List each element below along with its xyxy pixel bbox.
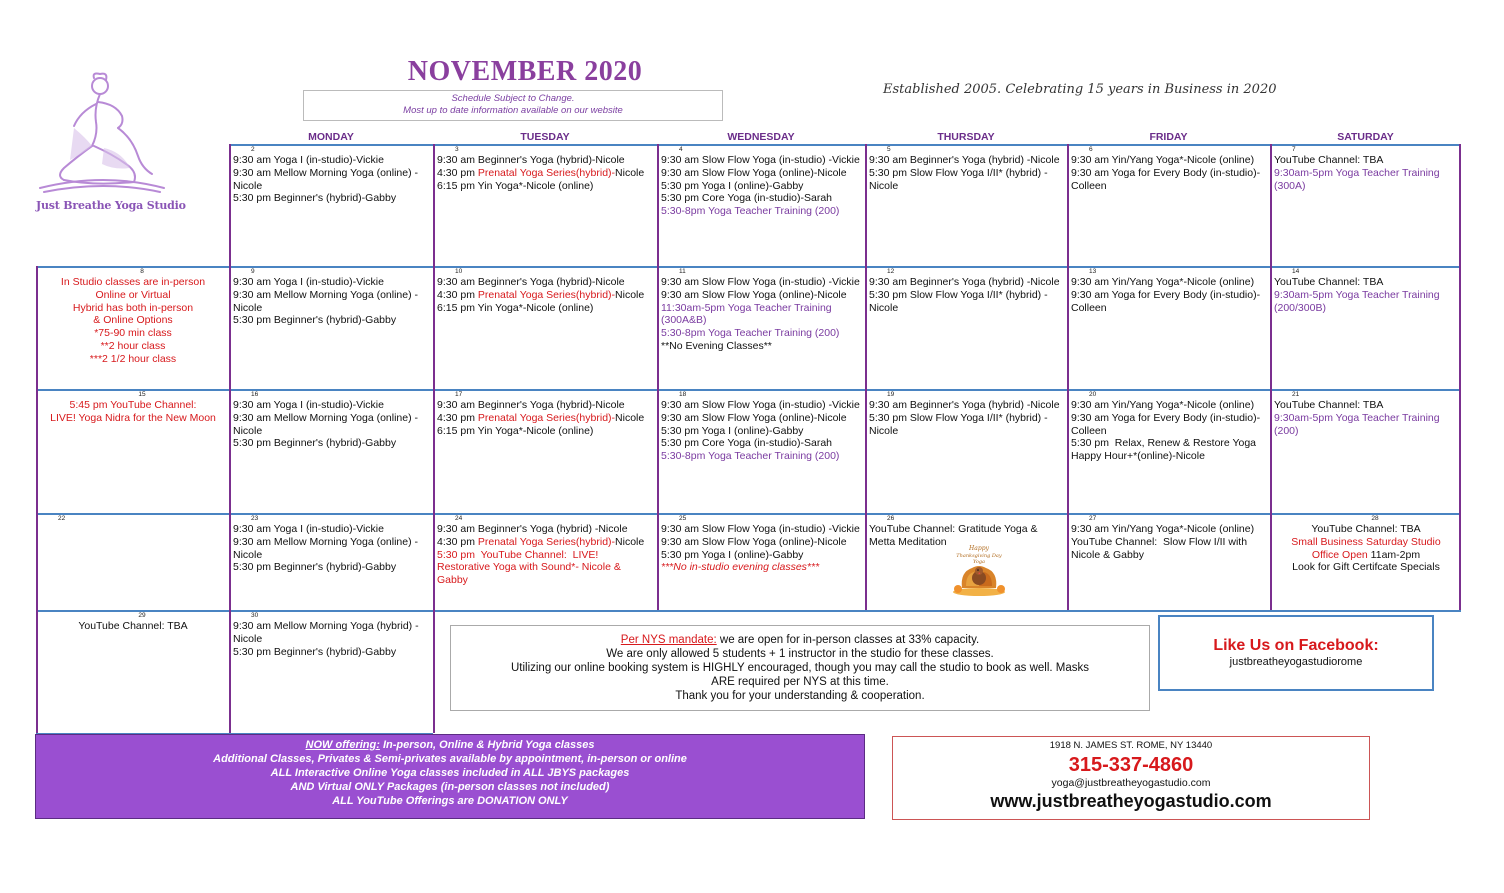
class-entry [233, 314, 430, 327]
thanksgiving-card-line1: Happy [969, 545, 989, 552]
day-header-saturday: SATURDAY [1337, 131, 1394, 143]
class-entry-text: Office Open [1311, 548, 1371, 561]
grid-line [657, 144, 659, 610]
day-number: 11 [679, 268, 686, 275]
class-entry [233, 523, 430, 536]
calendar-cell-saturday [1272, 268, 1460, 388]
class-entry-text: 5:30 pm Slow Flow Yoga I/II* (hybrid) -Nicole [869, 288, 1048, 314]
class-entry [1274, 154, 1458, 167]
class-entry-text: In Studio classes are in-person [60, 276, 206, 288]
class-entry-text: 9:30 am Slow Flow Yoga (in-studio) -Vickie [661, 154, 860, 166]
mandate-line1: we are open for in-person classes at 33% capacity. [716, 634, 980, 646]
grid-line [433, 610, 435, 733]
day-number: 16 [251, 391, 259, 398]
class-entry-text: 11am-2pm [1370, 548, 1421, 561]
grid-line [36, 266, 38, 733]
calendar-cell-wednesday [659, 146, 864, 265]
class-entry-text: Look for Gift Certifcate Specials [1292, 561, 1440, 574]
class-entry-text: 4:30 pm [437, 288, 478, 301]
class-entry-text: 9:30 am Mellow Morning Yoga (online) -Nicole [233, 166, 419, 192]
class-entry [661, 276, 862, 289]
calendar-cell-saturday [1272, 146, 1460, 265]
grid-line [1459, 144, 1461, 610]
calendar-cell-saturday [1272, 391, 1460, 512]
class-entry [437, 399, 654, 412]
class-entry-text: 5:30 pm Yoga I (online)-Gabby [661, 548, 804, 561]
class-entry-text: YouTube Channel: Slow Flow I/II with Nicole & Gabby [1071, 535, 1250, 561]
class-entry [1274, 523, 1458, 536]
day-number: 14 [1292, 268, 1300, 275]
day-number [40, 147, 226, 154]
grid-line [229, 610, 231, 733]
contact-website[interactable]: www.justbreatheyogastudio.com [990, 791, 1272, 811]
class-entry [661, 180, 862, 193]
class-entry-text: 5:30 pm Slow Flow Yoga I/II* (hybrid) -Nicole [869, 166, 1048, 192]
day-number: 25 [679, 515, 687, 522]
class-entry-text: Online or Virtual [95, 288, 171, 301]
grid-line [433, 144, 435, 610]
class-entry-text: 9:30 am Mellow Morning Yoga (online) -Nicole [233, 288, 419, 314]
class-entry [869, 289, 1064, 315]
class-entry [437, 180, 654, 193]
grid-line [36, 513, 1461, 515]
day-number: 28 [1371, 515, 1379, 522]
class-entry [233, 192, 430, 205]
class-entry [1274, 399, 1458, 412]
day-number: 17 [455, 391, 463, 398]
calendar-cell-wednesday [659, 268, 864, 388]
class-entry-text: ***No in-studio evening classes*** [661, 561, 820, 574]
class-entry-text: Hybrid has both in-person [72, 301, 194, 314]
day-number: 15 [138, 391, 146, 398]
class-entry [233, 276, 430, 289]
schedule-notice-line1: Schedule Subject to Change. [451, 93, 575, 104]
calendar-cell-wednesday [659, 515, 864, 609]
contact-address: 1918 N. JAMES ST. ROME, NY 13440 [1049, 740, 1213, 751]
thanksgiving-card-line3: Yoga [972, 559, 986, 565]
day-header-monday: MONDAY [308, 131, 354, 143]
class-entry [437, 549, 654, 587]
thanksgiving-card-line2: Thanksgiving Day [956, 553, 1002, 559]
day-number: 6 [1089, 146, 1093, 153]
contact-box [892, 736, 1370, 820]
class-entry [869, 154, 1064, 167]
class-entry-text: YouTube Channel: TBA [1274, 154, 1384, 166]
nys-mandate-notice [450, 625, 1150, 711]
day-number: 30 [251, 612, 259, 619]
class-entry-text: YouTube Channel: Gratitude Yoga & Metta Meditation [869, 523, 1041, 548]
class-entry [661, 437, 862, 450]
calendar-cell-tuesday [435, 268, 656, 388]
class-entry-text: 9:30 am Slow Flow Yoga (in-studio) -Vickie [661, 276, 860, 288]
class-entry-text: 9:30 am Mellow Morning Yoga (hybrid) -Nicole [233, 620, 419, 645]
class-entry-text: 9:30 am Slow Flow Yoga (online)-Nicole [661, 166, 847, 179]
calendar-cell-sunday-notes [38, 391, 228, 512]
calendar-cell-sunday-notes [38, 515, 228, 609]
class-entry [40, 620, 226, 633]
class-entry [233, 620, 430, 646]
class-entry-text: 4:30 pm [437, 166, 478, 179]
class-entry [1071, 276, 1267, 289]
class-entry-text: 9:30 am Slow Flow Yoga (online)-Nicole [661, 411, 847, 424]
class-entry [437, 276, 654, 289]
class-entry [1071, 412, 1267, 438]
class-entry [1274, 289, 1458, 315]
class-entry [1274, 549, 1458, 562]
class-entry-text: Nicole [615, 288, 645, 301]
class-entry-text: 9:30 am Yoga I (in-studio)-Vickie [233, 154, 384, 166]
day-number: 8 [140, 268, 144, 275]
class-entry [437, 523, 654, 536]
mandate-lead: Per NYS mandate: [620, 634, 717, 646]
class-entry [437, 289, 654, 302]
class-entry [1274, 167, 1458, 193]
day-number: 2 [251, 146, 255, 153]
class-entry [661, 302, 862, 328]
class-entry [1071, 289, 1267, 315]
class-entry-text: 9:30 am Beginner's Yoga (hybrid) -Nicole [869, 276, 1060, 288]
class-entry-text: **2 hour class [100, 339, 166, 352]
class-entry-text: 5:30 pm Beginner's (hybrid)-Gabby [233, 314, 397, 327]
grid-line [229, 144, 1461, 146]
day-header-friday: FRIDAY [1149, 131, 1188, 143]
class-entry [233, 437, 430, 450]
class-entry [40, 340, 226, 353]
calendar-cell-sunday-notes [38, 612, 228, 732]
offer-line3: ALL Interactive Online Yoga classes included in ALL JBYS packages [270, 767, 630, 779]
class-entry [40, 327, 226, 340]
class-entry-text: 9:30 am Mellow Morning Yoga (online) -Nicole [233, 411, 419, 437]
class-entry-text: 5:30 pm Core Yoga (in-studio)-Sarah [661, 437, 833, 450]
calendar-cell-wednesday [659, 391, 864, 512]
class-entry-text: & Online Options [93, 314, 173, 327]
class-entry [869, 167, 1064, 193]
grid-line [865, 144, 867, 610]
class-entry-text: 9:30 am Yoga I (in-studio)-Vickie [233, 523, 384, 535]
calendar-cell-sunday-notes [38, 268, 228, 388]
class-entry-text: 9:30 am Slow Flow Yoga (in-studio) -Vickie [661, 523, 860, 535]
class-entry [661, 327, 862, 340]
class-entry-text: 9:30 am Yoga for Every Body (in-studio)-Colleen [1071, 411, 1261, 437]
class-entry-text: 5:30-8pm Yoga Teacher Training (200) [661, 450, 840, 463]
calendar-cell-tuesday [435, 146, 656, 265]
class-entry-text: 11:30am-5pm Yoga Teacher Training (300A&B) [661, 301, 835, 327]
day-number: 29 [138, 612, 146, 619]
class-entry [437, 154, 654, 167]
class-entry [661, 549, 862, 562]
day-number: 19 [887, 391, 895, 398]
class-entry [1071, 523, 1267, 536]
class-entry [661, 289, 862, 302]
class-entry-text: Nicole [615, 535, 645, 548]
day-number: 22 [58, 515, 66, 522]
grid-line [229, 144, 231, 610]
mandate-line4: ARE required per NYS at this time. [711, 676, 889, 688]
class-entry-text: 5:30 pm Relax, Renew & Restore Yoga Happy Hour+*(online)-Nicole [1071, 437, 1259, 463]
class-entry [40, 314, 226, 327]
calendar-cell-monday [231, 515, 432, 609]
class-entry [233, 412, 430, 438]
day-number: 26 [887, 515, 895, 522]
class-entry [1071, 399, 1267, 412]
class-entry [661, 399, 862, 412]
class-entry-text: YouTube Channel: TBA [1274, 276, 1384, 288]
class-entry [40, 276, 226, 289]
class-entry [437, 167, 654, 180]
day-number: 4 [679, 146, 683, 153]
calendar-cell-tuesday [435, 515, 656, 609]
class-entry-text: 5:30 pm Beginner's (hybrid)-Gabby [233, 192, 397, 205]
mandate-line5: Thank you for your understanding & cooperation. [675, 690, 925, 702]
established-tagline: Established 2005. Celebrating 15 years in Business in 2020 [883, 82, 1277, 97]
class-entry-text: 5:30 pm Slow Flow Yoga I/II* (hybrid) -Nicole [869, 411, 1048, 437]
class-entry-text: 5:30 pm Yoga I (online)-Gabby [661, 424, 804, 437]
class-entry [437, 536, 654, 549]
class-entry [233, 154, 430, 167]
class-entry [661, 167, 862, 180]
class-entry-text: Nicole [615, 166, 645, 179]
class-entry [40, 399, 226, 412]
class-entry-text: 9:30 am Slow Flow Yoga (in-studio) -Vickie [661, 399, 860, 411]
day-number: 24 [455, 515, 463, 522]
class-entry [233, 399, 430, 412]
class-entry [661, 205, 862, 218]
logo-wordmark: Just Breathe Yoga Studio [36, 199, 186, 212]
offer-line4: AND Virtual ONLY Packages (in-person classes not included) [290, 781, 610, 793]
class-entry [869, 412, 1064, 438]
class-entry-text: 4:30 pm [437, 411, 478, 424]
class-entry-text: 9:30 am Slow Flow Yoga (online)-Nicole [661, 288, 847, 301]
grid-line [36, 610, 1461, 612]
class-entry-text: 9:30 am Yoga for Every Body (in-studio)-Colleen [1071, 166, 1261, 192]
offer-line5: ALL YouTube Offerings are DONATION ONLY [332, 795, 568, 807]
grid-line [36, 266, 1461, 268]
class-entry [1071, 154, 1267, 167]
calendar-cell-monday [231, 268, 432, 388]
facebook-box[interactable] [1158, 615, 1434, 691]
class-entry [40, 289, 226, 302]
calendar-cell-friday [1069, 146, 1269, 265]
class-entry-text: 9:30 am Beginner's Yoga (hybrid) -Nicole [869, 399, 1060, 411]
class-entry [661, 425, 862, 438]
class-entry [437, 412, 654, 425]
class-entry-text: 9:30am-5pm Yoga Teacher Training (300A) [1274, 166, 1443, 192]
class-entry-text: 6:15 pm Yin Yoga*-Nicole (online) [437, 179, 594, 192]
day-header-thursday: THURSDAY [937, 131, 995, 143]
mandate-line3: Utilizing our online booking system is HIGHLY encouraged, though you may call the studio to book as well. Masks [510, 662, 1090, 674]
class-entry-text: 5:30 pm Core Yoga (in-studio)-Sarah [661, 192, 833, 205]
class-entry-text: *75-90 min class [94, 327, 172, 340]
facebook-title: Like Us on Facebook: [1213, 637, 1379, 654]
day-number: 13 [1089, 268, 1097, 275]
day-headers [36, 130, 1461, 144]
class-entry-text: 9:30am-5pm Yoga Teacher Training (200/300B) [1274, 288, 1443, 314]
class-entry-text: Nicole [615, 411, 645, 424]
class-entry-text: 9:30 am Beginner's Yoga (hybrid) -Nicole [437, 523, 628, 535]
calendar-cell-monday [231, 146, 432, 265]
thanksgiving-turkey-icon [948, 542, 1010, 597]
schedule-notice [303, 90, 723, 121]
class-entry [1071, 437, 1267, 463]
class-entry-text: 9:30 am Yin/Yang Yoga*-Nicole (online) [1071, 154, 1255, 166]
day-number: 21 [1292, 391, 1300, 398]
grid-line [1270, 144, 1272, 610]
class-entry-text: **No Evening Classes** [661, 339, 772, 352]
class-entry-text: 9:30 am Yoga I (in-studio)-Vickie [233, 276, 384, 288]
class-entry-text: 9:30 am Beginner's Yoga (hybrid)-Nicole [437, 399, 625, 411]
mandate-line2: We are only allowed 5 students + 1 instructor in the studio for these classes. [606, 648, 994, 660]
class-entry-text: YouTube Channel: TBA [78, 620, 188, 632]
class-entry-text: 9:30 am Slow Flow Yoga (online)-Nicole [661, 535, 847, 548]
offer-lead: NOW offering: [305, 739, 380, 751]
calendar-cell-sunday-notes [38, 146, 228, 265]
offer-line1: In-person, Online & Hybrid Yoga classes [379, 739, 595, 751]
class-entry-text: 9:30 am Yoga for Every Body (in-studio)-Colleen [1071, 288, 1261, 314]
class-entry [40, 353, 226, 366]
calendar-cell-friday [1069, 515, 1269, 609]
class-entry [1274, 276, 1458, 289]
class-entry-text: ***2 1/2 hour class [89, 352, 177, 365]
contact-email[interactable]: yoga@justbreatheyogastudio.com [1051, 777, 1211, 789]
page-title: NOVEMBER 2020 [407, 56, 643, 87]
class-entry-text: 5:30 pm Beginner's (hybrid)-Gabby [233, 561, 397, 574]
day-number: 12 [887, 268, 895, 275]
class-entry-text: 9:30 am Yoga I (in-studio)-Vickie [233, 399, 384, 411]
day-number: 9 [251, 268, 255, 275]
day-number: 7 [1292, 146, 1296, 153]
calendar-cell-friday [1069, 391, 1269, 512]
day-number: 10 [455, 268, 463, 275]
calendar-cell-friday [1069, 268, 1269, 388]
class-entry [1071, 167, 1267, 193]
class-entry-text: 5:30 pm Beginner's (hybrid)-Gabby [233, 645, 397, 658]
day-number: 18 [679, 391, 687, 398]
day-header-tuesday: TUESDAY [520, 131, 570, 143]
class-entry-text: LIVE! Yoga Nidra for the New Moon [50, 411, 216, 424]
day-number: 27 [1089, 515, 1097, 522]
offerings-banner [35, 734, 865, 819]
class-entry-text: Small Business Saturday Studio [1291, 535, 1441, 548]
class-entry-text: 9:30 am Yin/Yang Yoga*-Nicole (online) [1071, 399, 1255, 411]
class-entry-text: 9:30 am Yin/Yang Yoga*-Nicole (online) [1071, 523, 1255, 535]
class-entry-text: 6:15 pm Yin Yoga*-Nicole (online) [437, 301, 594, 314]
class-entry [661, 536, 862, 549]
class-entry-text: 5:30 pm YouTube Channel: LIVE! Restorative Yoga with Sound*- Nicole & Gabby [437, 548, 624, 587]
class-entry-text: 5:45 pm YouTube Channel: [69, 399, 197, 411]
class-entry [869, 276, 1064, 289]
class-entry [437, 425, 654, 438]
class-entry-text: 9:30 am Mellow Morning Yoga (online) -Nicole [233, 535, 419, 561]
class-entry [661, 154, 862, 167]
class-entry-text: 6:15 pm Yin Yoga*-Nicole (online) [437, 424, 594, 437]
class-entry [661, 412, 862, 425]
class-entry [1071, 536, 1267, 562]
class-entry-text: YouTube Channel: TBA [1274, 399, 1384, 411]
class-entry [1274, 561, 1458, 574]
calendar-cell-tuesday [435, 391, 656, 512]
class-entry [661, 450, 862, 463]
calendar-cell-monday [231, 391, 432, 512]
class-entry [233, 167, 430, 193]
calendar-cell-thursday [867, 268, 1066, 388]
schedule-notice-line2: Most up to date information available on our website [403, 105, 623, 116]
class-entry-text: 4:30 pm [437, 535, 478, 548]
class-entry-text: 5:30-8pm Yoga Teacher Training (200) [661, 327, 840, 340]
class-entry [1274, 412, 1458, 438]
day-number: 20 [1089, 391, 1097, 398]
calendar-cell-saturday [1272, 515, 1460, 609]
calendar-cell-thursday [867, 391, 1066, 512]
class-entry [233, 646, 430, 659]
class-entry [869, 399, 1064, 412]
class-entry-text: 9:30 am Yin/Yang Yoga*-Nicole (online) [1071, 276, 1255, 288]
calendar-cell-monday [231, 612, 432, 732]
offer-line2: Additional Classes, Privates & Semi-privates available by appointment, in-person or online [213, 753, 687, 765]
class-entry [661, 192, 862, 205]
day-number: 3 [455, 146, 459, 153]
class-entry-text: 5:30 pm Beginner's (hybrid)-Gabby [233, 437, 397, 450]
day-number: 5 [887, 146, 891, 153]
class-entry [437, 302, 654, 315]
class-entry [661, 340, 862, 353]
facebook-handle[interactable]: justbreatheyogastudiorome [1229, 656, 1363, 668]
day-header-wednesday: WEDNESDAY [727, 131, 795, 143]
class-entry [661, 561, 862, 574]
contact-phone[interactable]: 315-337-4860 [1068, 754, 1194, 776]
class-entry [40, 302, 226, 315]
class-entry-text: 9:30am-5pm Yoga Teacher Training (200) [1274, 411, 1443, 437]
calendar-cell-thursday [867, 146, 1066, 265]
class-entry [40, 412, 226, 425]
class-entry-text: 5:30-8pm Yoga Teacher Training (200) [661, 205, 840, 218]
class-entry-text: YouTube Channel: TBA [1311, 523, 1421, 535]
class-entry-text: Prenatal Yoga Series(hybrid)- [477, 535, 616, 548]
class-entry-text: Prenatal Yoga Series(hybrid)- [477, 411, 616, 424]
grid-line [36, 389, 1461, 391]
class-entry-text: Prenatal Yoga Series(hybrid)- [477, 288, 616, 301]
class-entry [233, 289, 430, 315]
day-number: 23 [251, 515, 259, 522]
class-entry [233, 536, 430, 562]
class-entry-text: 9:30 am Beginner's Yoga (hybrid)-Nicole [437, 154, 625, 166]
class-entry [233, 561, 430, 574]
class-entry [661, 523, 862, 536]
class-entry-text: 9:30 am Beginner's Yoga (hybrid) -Nicole [869, 154, 1060, 166]
class-entry-text: 9:30 am Beginner's Yoga (hybrid)-Nicole [437, 276, 625, 288]
class-entry-text: 5:30 pm Yoga I (online)-Gabby [661, 179, 804, 192]
class-entry [1274, 536, 1458, 549]
grid-line [1067, 144, 1069, 610]
class-entry-text: Prenatal Yoga Series(hybrid)- [477, 166, 616, 179]
